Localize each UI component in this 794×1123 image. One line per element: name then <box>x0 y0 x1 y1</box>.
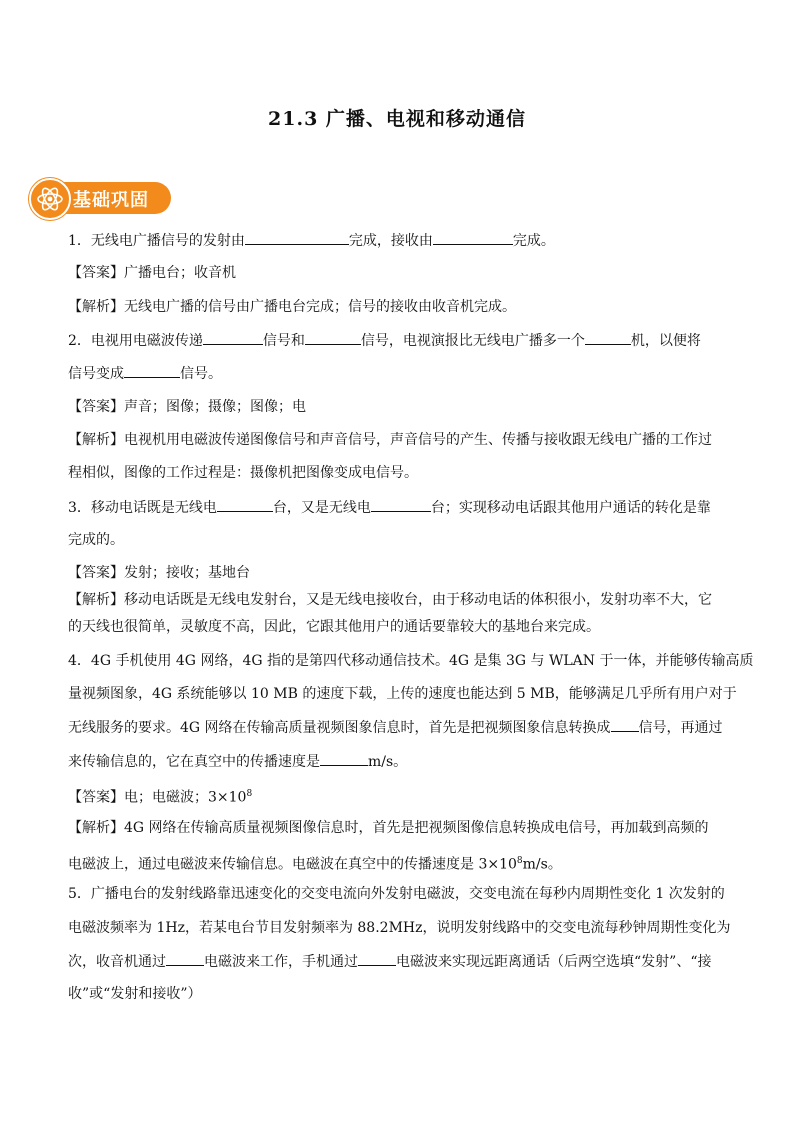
q3-question-line-1: 3．移动电话既是无线电 台，又是无线电 台；实现移动电话跟其他用户通话的转化是靠 <box>68 497 711 518</box>
q5-blank-2[interactable] <box>358 951 396 966</box>
q3-answer: 【答案】发射；接收；基地台 <box>68 565 250 581</box>
q2-analysis-line-1: 【解析】电视机用电磁波传递图像信号和声音信号，声音信号的产生、传播与接收跟无线电广播的工作过 <box>68 432 712 448</box>
q4-answer: 【答案】电；电磁波；$3\times 10^8$ <box>68 789 253 806</box>
q2-blank-1[interactable] <box>203 330 263 345</box>
q4-analysis-line-1: 【解析】4G 网络在传输高质量视频图像信息时，首先是把视频图像信息转换成电信号，再加载到高频的 <box>68 820 709 836</box>
q2-blank-2[interactable] <box>305 330 361 345</box>
q5-question-line-3: 次，收音机通过 电磁波来工作，手机通过 电磁波来实现远距离通话（后两空选填“发射”、“接 <box>68 951 711 972</box>
q4-question-line-4: 来传输信息的，它在真空中的传播速度是 m/s。 <box>68 751 407 772</box>
q4-blank-1[interactable] <box>611 717 639 732</box>
q3-analysis-line-1: 【解析】移动电话既是无线电发射台，又是无线电接收台，由于移动电话的体积很小，发射功率不大，它 <box>68 592 712 608</box>
q1-blank-2[interactable] <box>433 230 513 245</box>
q3-blank-2[interactable] <box>371 497 431 512</box>
q1-blank-1[interactable] <box>245 230 349 245</box>
q2-question-line-1: 2．电视用电磁波传递 信号和 信号，电视演报比无线电广播多一个 机，以便将 <box>68 330 701 351</box>
q1-analysis: 【解析】无线电广播的信号由广播电台完成；信号的接收由收音机完成。 <box>68 299 516 315</box>
q1-answer: 【答案】广播电台；收音机 <box>68 265 236 281</box>
section-label: 基础巩固 <box>73 190 149 211</box>
q3-question-line-2: 完成的。 <box>68 532 124 548</box>
q4-question-line-2: 量视频图象，4G 系统能够以 10 MB 的速度下载，上传的速度也能达到 5 MB，能够满足几乎所有用户对于 <box>68 686 737 702</box>
q2-blank-4[interactable] <box>124 363 180 378</box>
q5-question-line-4: 收”或“发射和接收”） <box>68 986 202 1002</box>
section-header <box>29 178 171 216</box>
q4-analysis-line-2: 电磁波上，通过电磁波来传输信息。电磁波在真空中的传播速度是 $3\times 10^8m/s$。 <box>68 856 562 873</box>
atom-icon <box>34 183 66 215</box>
q5-question-line-2: 电磁波频率为 1Hz，若某电台节目发射频率为 88.2MHz，说明发射线路中的交变电流每秒钟周期性变化为 <box>68 920 731 936</box>
q2-blank-3[interactable] <box>585 330 631 345</box>
q3-analysis-line-2: 的天线也很简单，灵敏度不高，因此，它跟其他用户的通话要靠较大的基地台来完成。 <box>68 619 600 635</box>
q4-question-line-1: 4．4G 手机使用 4G 网络，4G 指的是第四代移动通信技术。4G 是集 3G 与 WLAN 于一体，并能够传输高质 <box>68 653 754 669</box>
q2-answer: 【答案】声音；图像；摄像；图像；电 <box>68 399 306 415</box>
q4-question-line-3: 无线服务的要求。4G 网络在传输高质量视频图象信息时，首先是把视频图象信息转换成 信号，再通过 <box>68 717 723 738</box>
page-title: 21.3 广播、电视和移动通信 <box>268 108 526 130</box>
q3-blank-1[interactable] <box>217 497 273 512</box>
q2-analysis-line-2: 程相似，图像的工作过程是：摄像机把图像变成电信号。 <box>68 465 418 481</box>
q2-question-line-2: 信号变成 信号。 <box>68 363 222 384</box>
q5-question-line-1: 5．广播电台的发射线路靠迅速变化的交变电流向外发射电磁波，交变电流在每秒内周期性变化 1 次发射的 <box>68 886 725 902</box>
q1-question: 1．无线电广播信号的发射由 完成，接收由 完成。 <box>68 230 555 251</box>
q5-blank-1[interactable] <box>166 951 204 966</box>
q4-blank-2[interactable] <box>320 751 368 766</box>
